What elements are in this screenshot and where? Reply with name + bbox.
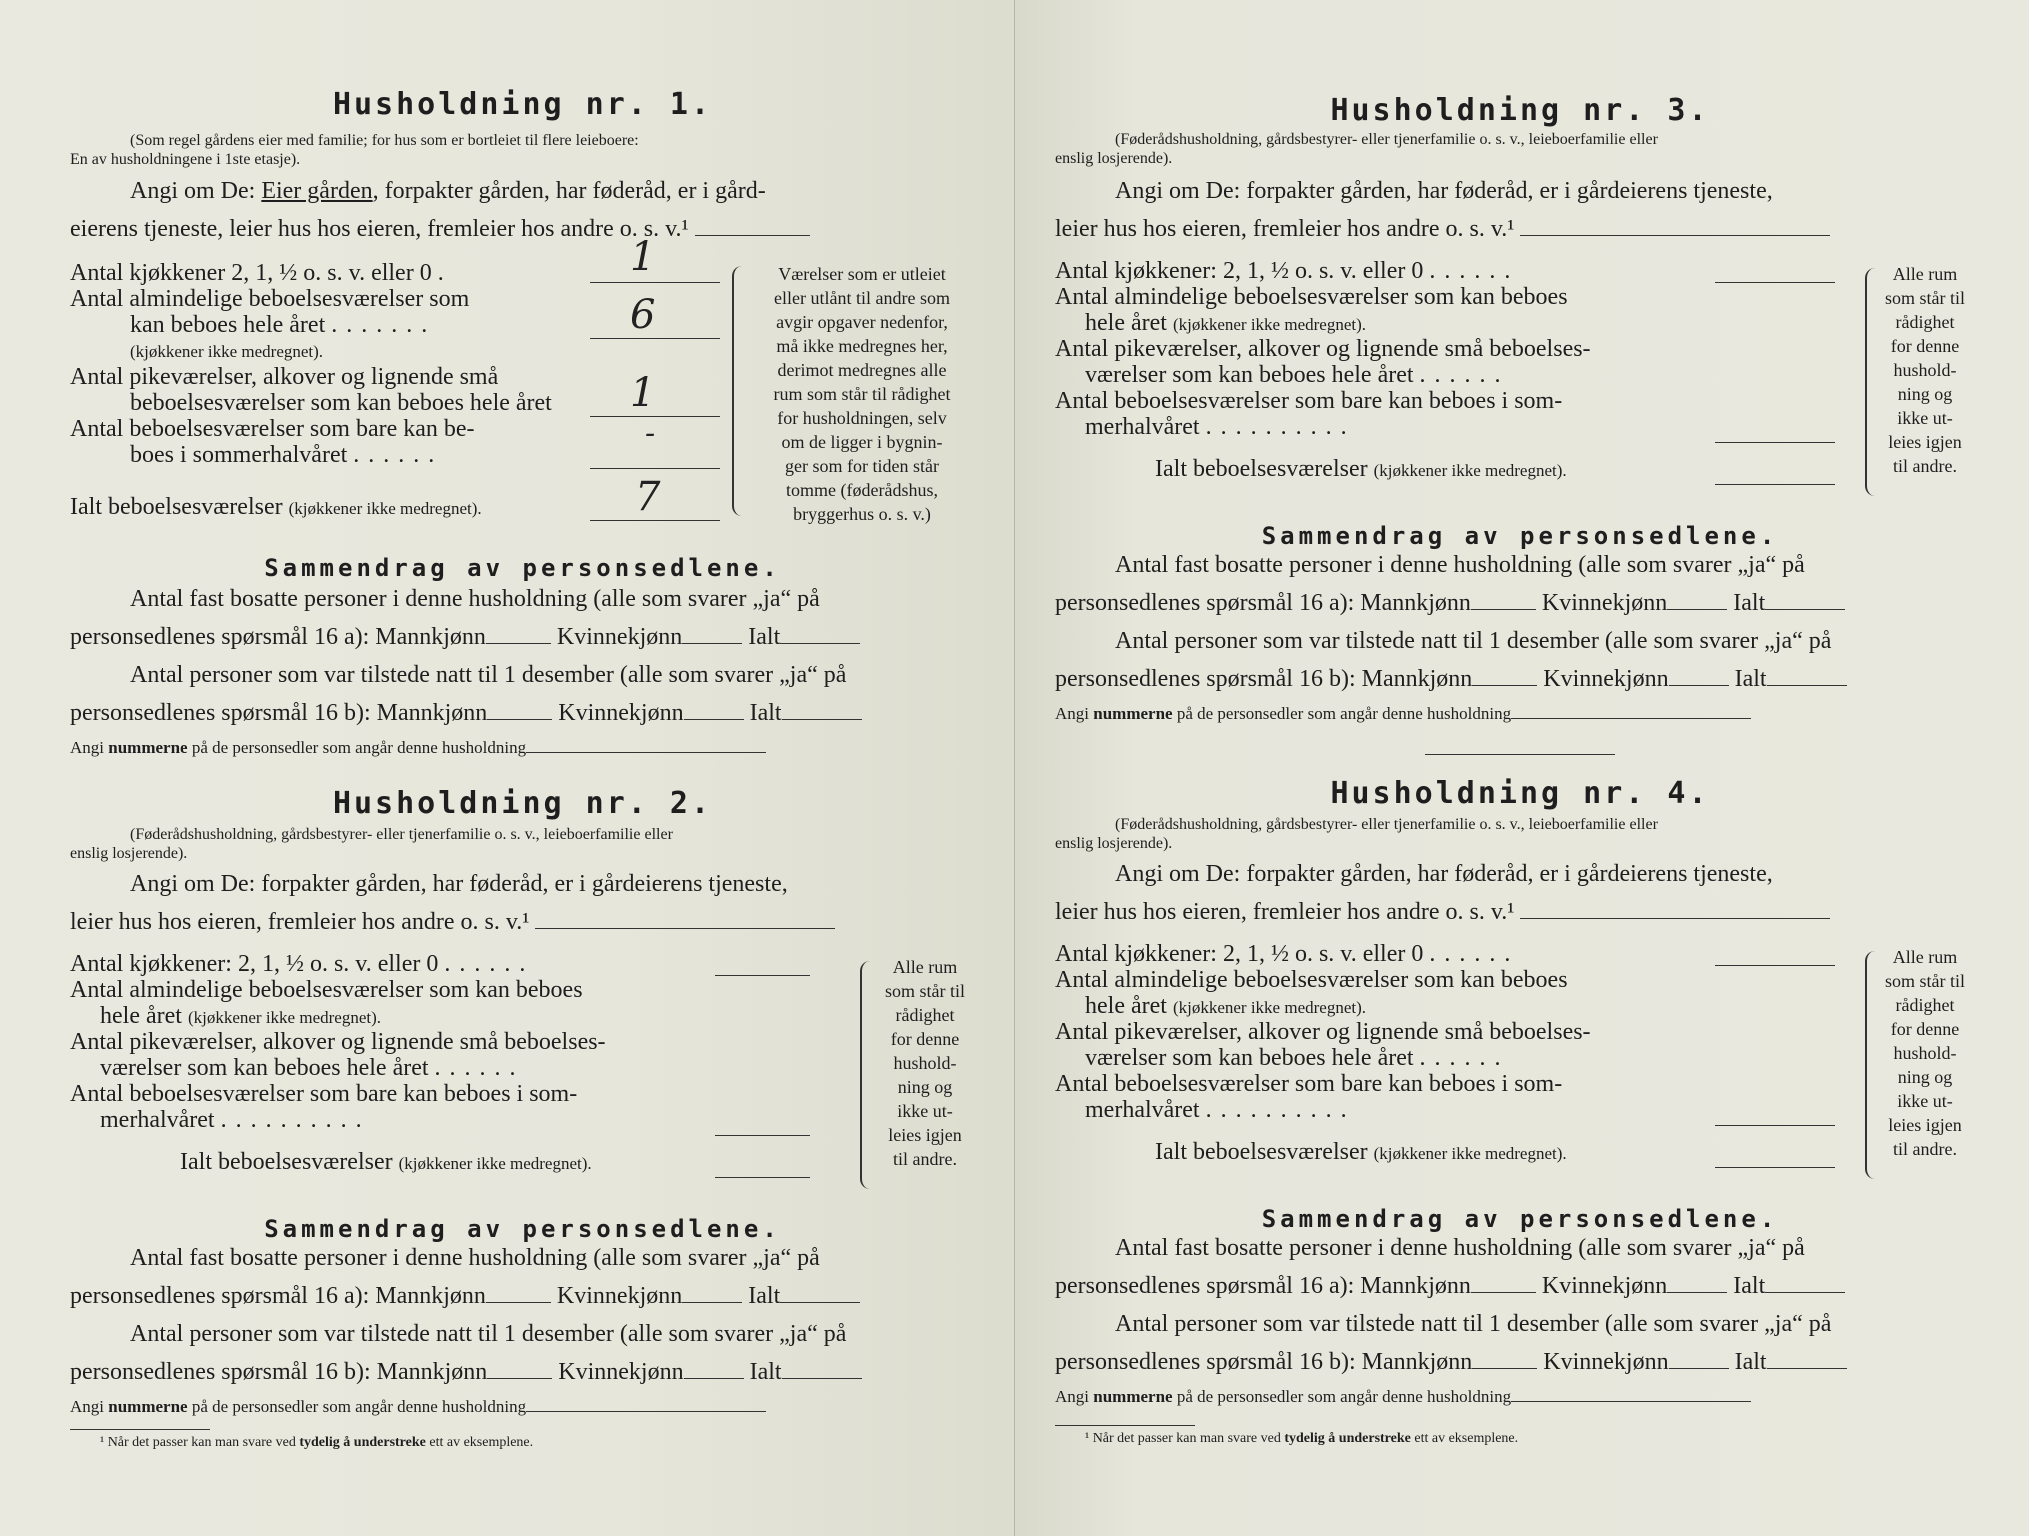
- rooms-note: [742, 262, 982, 526]
- side-note-line: tomme (føderådshus,: [786, 480, 938, 500]
- side-note-line: hushold-: [893, 1053, 957, 1073]
- household-4-title: Husholdning nr. 4.: [1330, 776, 1710, 811]
- side-note-line: som står til: [1885, 971, 1965, 991]
- side-note-line: ning og: [1897, 384, 1953, 404]
- present-row: personsedlenes spørsmål 16 b): Mannkjønn Kvinnekjønn Ialt: [70, 700, 862, 727]
- rooms-note: [870, 955, 980, 1171]
- side-note-line: Alle rum: [892, 957, 958, 977]
- kitchens-row: Antal kjøkkener 2, 1, ½ o. s. v. eller 0 .: [70, 260, 453, 286]
- side-note-line: som står til: [885, 981, 965, 1001]
- rooms-note: [1870, 262, 1980, 478]
- summer-rooms-row: boes i sommerhalvåret ......: [130, 442, 444, 468]
- side-note-line: avgir opgaver nedenfor,: [776, 312, 948, 332]
- side-note-line: Alle rum: [1892, 264, 1958, 284]
- household-1-note: (Som regel gårdens eier med familie; for hus som er bortleiet til flere leieboere: En av husholdningene i 1ste etasje).: [70, 132, 639, 168]
- maid-rooms-row: beboelsesværelser som kan beboes hele året: [130, 390, 552, 416]
- side-note-line: rådighet: [895, 1005, 955, 1025]
- side-note-line: til andre.: [1893, 456, 1957, 476]
- rooms-value[interactable]: 6: [630, 292, 656, 338]
- right-page: Husholdning nr. 3. (Føderådshusholdning, gårdsbestyrer- eller tjenerfamilie o. s. v., leieboerfamilie eller enslig losjerende). Angi om De: forpakter gården, har føderåd, er i gårdeierens tjeneste, leier hus hos eieren, fremleier hos andre o. s. v.¹ Antal kjøkkener: 2, 1, ½ o. s. v. eller 0 ...... Antal almindelige beboelsesværelser som kan beboes hele året (kjøkkener ikke medregnet). Antal pikeværelser, alkover og lignende små beboelses- værelser som kan beboes hele året ...... Antal beboelsesværelser som bare kan beboes i som- merhalvåret .......... Ialt beboelsesværelser (kjøkkener ikke medregnet). Alle rum som står til rådighet for denne hushold- ning og ikke ut- leies igjen til andre. Sammendrag av personsedlene. Antal fast bosatte personer i denne husholdning (alle som svarer „ja“ på personsedlenes spørsmål 16 a): Mannkjønn Kvinnekjønn Ialt Antal personer som var tilstede natt til 1 desember (alle som svarer „ja“ på personsedlenes spørsmål 16 b): Mannkjønn Kvinnekjønn Ialt Angi nummerne på de personsedler som angår denne husholdning Husholdning nr. 4. (Føderådshusholdning, gårdsbestyrer- eller tjenerfamilie o. s. v., leieboerfamilie eller enslig losjerende). Angi om De: forpakter gården, har føderåd, er i gårdeierens tjeneste, leier hus hos eieren, fremleier hos andre o. s. v.¹ Antal kjøkkener: 2, 1, ½ o. s. v. eller 0 ...... Antal almindelige beboelsesværelser som kan beboes hele året (kjøkkener ikke medregnet). Antal pikeværelser, alkover og lignende små beboelses- værelser som kan beboes hele året ...... Antal beboelsesværelser som bare kan beboes i som- merhalvåret .......... Ialt beboelsesværelser (kjøkkener ikke medregnet). Alle rum som står til rådighet for denne hushold- ning og ikke ut- leies igjen til andre. Sammendrag av personsedlene. Antal fast bosatte personer i denne husholdning (alle som svarer „ja“ på personsedlenes spørsmål 16 a): Mannkjønn Kvinnekjønn Ialt Antal personer som var tilstede natt til 1 desember (alle som svarer „ja“ på personsedlenes spørsmål 16 b): Mannkjønn Kvinnekjønn Ialt Angi nummerne på de personsedler som angår denne husholdning ¹ Når det passer kan man svare ved tydelig å understreke ett av eksemplene.: [1015, 0, 2029, 1536]
- slip-numbers-row: Angi nummerne på de personsedler som angår denne husholdning: [70, 738, 766, 758]
- summer-rooms-value[interactable]: -: [645, 416, 656, 451]
- tenure-field[interactable]: [695, 234, 810, 236]
- side-note-line: ikke ut-: [1897, 1091, 1953, 1111]
- side-note-line: leies igjen: [1888, 432, 1962, 452]
- side-note-line: om de ligger i bygnin-: [781, 432, 943, 452]
- side-note-line: ning og: [897, 1077, 953, 1097]
- total-rooms-value[interactable]: 7: [635, 474, 661, 520]
- household-3-title: Husholdning nr. 3.: [1330, 93, 1710, 128]
- residents-row: personsedlenes spørsmål 16 a): Mannkjønn Kvinnekjønn Ialt: [70, 624, 860, 651]
- side-note-line: for denne: [1890, 336, 1960, 356]
- side-note-line: Værelser som er utleiet: [778, 264, 946, 284]
- rooms-note: [1870, 945, 1980, 1161]
- left-page: Husholdning nr. 1. (Som regel gårdens eier med familie; for hus som er bortleiet til flere leieboere: En av husholdningene i 1ste etasje). Angi om De: Eier gården, forpakter gården, har føderåd, er i gård- eierens tjeneste, leier hus hos eieren, fremleier hos andre o. s. v.¹ Antal kjøkkener 2, 1, ½ o. s. v. eller 0 . Antal almindelige beboelsesværelser som kan beboes hele året ....... (kjøkkener ikke medregnet). Antal pikeværelser, alkover og lignende små beboelsesværelser som kan beboes hele året Antal beboelsesværelser som bare kan be- boes i sommerhalvåret ...... Ialt beboelsesværelser (kjøkkener ikke medregnet). 1 6 1 - 7 Værelser som er utleiet eller utlånt til andre som avgir opgaver nedenfor, må ikke medregnes her, derimot medregnes alle rum som står til rådighet for husholdningen, selv om de ligger i bygnin- ger som for tiden står tomme (føderådshus, bryggerhus o. s. v.) Sammendrag av personsedlene. Antal fast bosatte personer i denne husholdning (alle som svarer „ja“ på personsedlenes spørsmål 16 a): Mannkjønn Kvinnekjønn Ialt Antal personer som var tilstede natt til 1 desember (alle som svarer „ja“ på personsedlenes spørsmål 16 b): Mannkjønn Kvinnekjønn Ialt Angi nummerne på de personsedler som angår denne husholdning Husholdning nr. 2. (Føderådshusholdning, gårdsbestyrer- eller tjenerfamilie o. s. v., leieboerfamilie eller enslig losjerende). Angi om De: forpakter gården, har føderåd, er i gårdeierens tjeneste, leier hus hos eieren, fremleier hos andre o. s. v.¹ Antal kjøkkener: 2, 1, ½ o. s. v. eller 0 ...... Antal almindelige beboelsesværelser som kan beboes hele året (kjøkkener ikke medregnet). Antal pikeværelser, alkover og lignende små beboelses- værelser som kan beboes hele året ...... Antal beboelsesværelser som bare kan beboes i som- merhalvåret .......... Ialt beboelsesværelser (kjøkkener ikke medregnet). Alle rum som står til rådighet for denne hushold- ning og ikke ut- leies igjen til andre. Sammendrag av personsedlene. Antal fast bosatte personer i denne husholdning (alle som svarer „ja“ på personsedlenes spørsmål 16 a): Mannkjønn Kvinnekjønn Ialt Antal personer som var tilstede natt til 1 desember (alle som svarer „ja“ på personsedlenes spørsmål 16 b): Mannkjønn Kvinnekjønn Ialt Angi nummerne på de personsedler som angår denne husholdning ¹ Når det passer kan man svare ved tydelig å understreke ett av eksemplene.: [0, 0, 1016, 1536]
- household-1-title: Husholdning nr. 1.: [332, 87, 713, 122]
- side-note-line: rum som står til rådighet: [773, 384, 951, 404]
- kitchens-value[interactable]: 1: [630, 234, 656, 280]
- side-note-line: leies igjen: [1888, 1115, 1962, 1135]
- side-note-line: for denne: [1890, 1019, 1960, 1039]
- side-note-line: ikke ut-: [1897, 408, 1953, 428]
- side-note-line: derimot medregnes alle: [777, 360, 947, 380]
- footnote: ¹ Når det passer kan man svare ved tydelig å understreke ett av eksemplene.: [100, 1435, 534, 1450]
- side-note-line: for denne: [890, 1029, 960, 1049]
- owner-option-underlined: Eier gården: [261, 178, 373, 204]
- maid-rooms-value[interactable]: 1: [630, 370, 656, 416]
- side-note-line: til andre.: [1893, 1139, 1957, 1159]
- side-note-line: hushold-: [1893, 1043, 1957, 1063]
- side-note-line: må ikke medregnes her,: [776, 336, 948, 356]
- side-note-line: eller utlånt til andre som: [774, 288, 950, 308]
- side-note-line: rådighet: [1895, 312, 1955, 332]
- side-note-line: ning og: [1897, 1067, 1953, 1087]
- summary-title: Sammendrag av personsedlene.: [264, 554, 781, 582]
- side-note-line: rådighet: [1895, 995, 1955, 1015]
- side-note-line: ger som for tiden står: [785, 456, 939, 476]
- side-note-line: til andre.: [893, 1149, 957, 1169]
- side-note-line: hushold-: [1893, 360, 1957, 380]
- side-note-line: leies igjen: [888, 1125, 962, 1145]
- side-note-line: bryggerhus o. s. v.): [793, 504, 931, 524]
- side-note-line: ikke ut-: [897, 1101, 953, 1121]
- side-note-line: Alle rum: [1892, 947, 1958, 967]
- side-note-line: for husholdningen, selv: [777, 408, 947, 428]
- rooms-row: kan beboes hele året .......: [130, 312, 437, 338]
- side-note-line: som står til: [1885, 288, 1965, 308]
- household-2-title: Husholdning nr. 2.: [332, 786, 713, 821]
- total-rooms-row: Ialt beboelsesværelser (kjøkkener ikke medregnet).: [70, 494, 482, 520]
